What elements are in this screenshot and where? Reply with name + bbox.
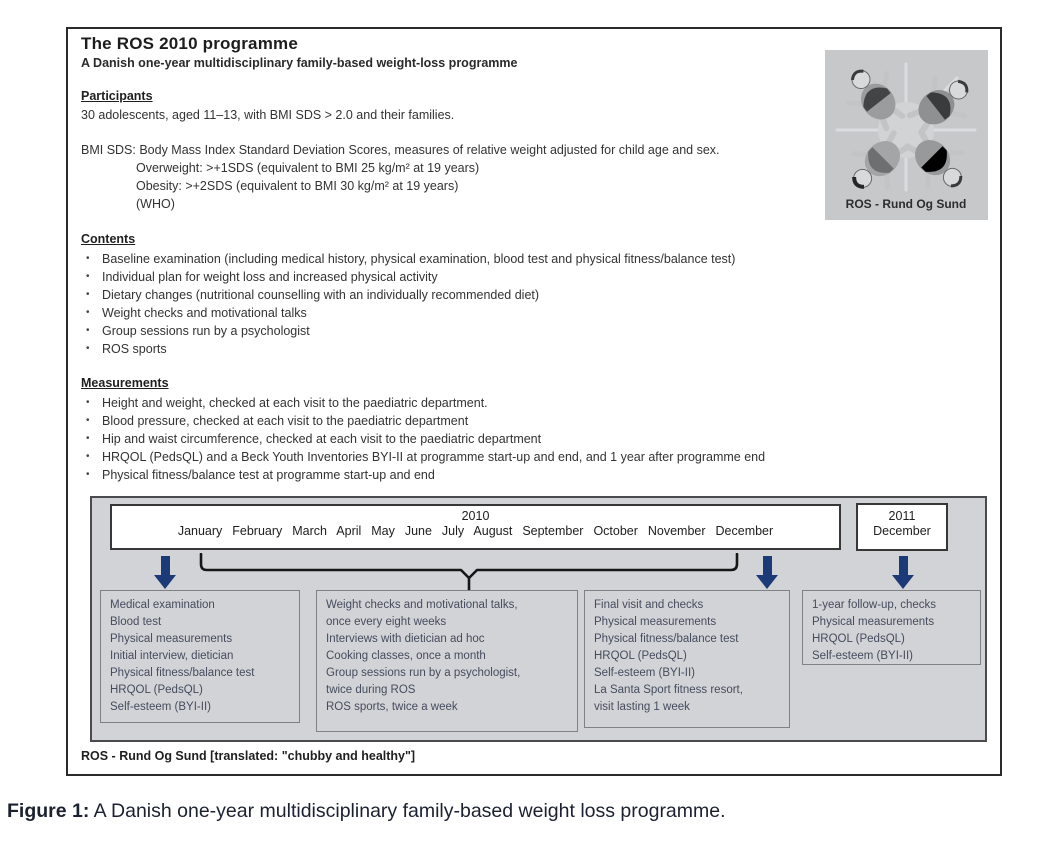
phase-line: Initial interview, dietician xyxy=(110,650,234,662)
figure-caption-label: Figure 1: xyxy=(7,800,90,822)
bmi-who: (WHO) xyxy=(136,197,175,211)
phase-line: Self-esteem (BYI-II) xyxy=(594,667,695,679)
list-item-text: HRQOL (PedsQL) and a Beck Youth Inventories BYI-II at programme start-up and end, and 1 year after programme end xyxy=(102,450,766,464)
timeline-2010-box xyxy=(110,504,841,550)
bullet-icon: • xyxy=(86,289,90,300)
list-item-text: Weight checks and motivational talks xyxy=(102,306,307,320)
list-item-text: Baseline examination (including medical history, physical examination, blood test and physical fitness/balance test) xyxy=(102,252,736,266)
list-item-text: Height and weight, checked at each visit to the paediatric department. xyxy=(102,396,488,410)
list-item xyxy=(86,304,735,322)
timeline-panel xyxy=(90,496,987,742)
ros-logo-caption: ROS - Rund Og Sund xyxy=(845,197,967,211)
measurements-list xyxy=(86,394,765,484)
contents-heading: Contents xyxy=(81,232,136,246)
phase-line: Group sessions run by a psychologist, xyxy=(326,667,521,679)
list-item xyxy=(86,430,765,448)
bullet-icon: • xyxy=(86,451,90,462)
list-item xyxy=(86,250,735,268)
phase-line: once every eight weeks xyxy=(326,616,447,628)
down-arrow-icon xyxy=(892,556,915,589)
bullet-icon: • xyxy=(86,433,90,444)
list-item xyxy=(86,268,735,286)
list-item-text: Dietary changes (nutritional counselling with an individually recommended diet) xyxy=(102,288,540,302)
list-item xyxy=(86,448,765,466)
down-arrow-icon xyxy=(756,556,779,589)
phase-line: HRQOL (PedsQL) xyxy=(812,633,905,645)
list-item xyxy=(86,394,765,412)
list-item xyxy=(86,466,765,484)
phase-line: Physical measurements xyxy=(812,616,935,628)
participants-heading: Participants xyxy=(81,89,153,103)
timeline-2011-year: 2011 xyxy=(888,509,916,523)
figure-caption xyxy=(7,800,726,823)
list-item-text: Blood pressure, checked at each visit to the paediatric department xyxy=(102,414,469,428)
list-item xyxy=(86,412,765,430)
phase-line: HRQOL (PedsQL) xyxy=(110,684,203,696)
ros-logo xyxy=(825,50,988,220)
bmi-overweight: Overweight: >+1SDS (equivalent to BMI 25 kg/m² at 19 years) xyxy=(136,161,480,175)
timeline-2011-month: December xyxy=(873,524,931,538)
timeline-2010-months: January February March April May June July August September October November December xyxy=(177,524,774,538)
phase-line: Physical measurements xyxy=(594,616,717,628)
phase-line: La Santa Sport fitness resort, xyxy=(594,684,743,696)
list-item-text: Individual plan for weight loss and increased physical activity xyxy=(102,270,438,284)
ros-translation-note: ROS - Rund Og Sund [translated: "chubby and healthy"] xyxy=(81,749,416,763)
phase-line: 1-year follow-up, checks xyxy=(812,599,936,611)
figure-title: The ROS 2010 programme xyxy=(81,34,298,53)
participants-text: 30 adolescents, aged 11–13, with BMI SDS > 2.0 and their families. xyxy=(81,108,455,122)
phase-box-followup xyxy=(802,590,981,665)
list-item xyxy=(86,340,735,358)
list-item xyxy=(86,286,735,304)
phase-line: twice during ROS xyxy=(326,684,416,696)
phase-line: Blood test xyxy=(110,616,162,628)
phase-box-ongoing xyxy=(316,590,578,732)
phase-line: Medical examination xyxy=(110,599,215,611)
phase-line: Physical measurements xyxy=(110,633,233,645)
phase-line: Interviews with dietician ad hoc xyxy=(326,633,485,645)
phase-line: Final visit and checks xyxy=(594,599,704,611)
down-arrow-icon xyxy=(154,556,177,589)
phase-line: visit lasting 1 week xyxy=(594,701,690,713)
list-item-text: Hip and waist circumference, checked at each visit to the paediatric department xyxy=(102,432,542,446)
bullet-icon: • xyxy=(86,325,90,336)
bmi-intro: BMI SDS: Body Mass Index Standard Deviation Scores, measures of relative weight adjusted for child age and sex. xyxy=(81,143,720,157)
timeline-2010-year: 2010 xyxy=(461,509,490,523)
phase-box-start xyxy=(100,590,300,723)
phase-line: Physical fitness/balance test xyxy=(594,633,739,645)
list-item xyxy=(86,322,735,340)
phase-line: HRQOL (PedsQL) xyxy=(594,650,687,662)
contents-list xyxy=(86,250,735,358)
figure-outer-box xyxy=(66,27,1002,776)
list-item-text: ROS sports xyxy=(102,342,167,356)
phase-line: Cooking classes, once a month xyxy=(326,650,486,662)
phase-line: Weight checks and motivational talks, xyxy=(326,599,518,611)
phase-line: ROS sports, twice a week xyxy=(326,701,458,713)
phase-line: Self-esteem (BYI-II) xyxy=(812,650,913,662)
bullet-icon: • xyxy=(86,343,90,354)
phase-box-final xyxy=(584,590,790,728)
list-item-text: Group sessions run by a psychologist xyxy=(102,324,310,338)
bullet-icon: • xyxy=(86,397,90,408)
phase-line: Self-esteem (BYI-II) xyxy=(110,701,211,713)
list-item-text: Physical fitness/balance test at programme start-up and end xyxy=(102,468,435,482)
bullet-icon: • xyxy=(86,415,90,426)
bullet-icon: • xyxy=(86,271,90,282)
phase-line: Physical fitness/balance test xyxy=(110,667,255,679)
bullet-icon: • xyxy=(86,469,90,480)
bmi-obesity: Obesity: >+2SDS (equivalent to BMI 30 kg/m² at 19 years) xyxy=(136,179,459,193)
figure-subtitle: A Danish one-year multidisciplinary family-based weight-loss programme xyxy=(81,56,518,70)
bullet-icon: • xyxy=(86,307,90,318)
figure-caption-text: A Danish one-year multidisciplinary family-based weight loss programme. xyxy=(89,800,726,822)
bullet-icon: • xyxy=(86,253,90,264)
measurements-heading: Measurements xyxy=(81,376,169,390)
timeline-2011-box xyxy=(856,503,948,551)
